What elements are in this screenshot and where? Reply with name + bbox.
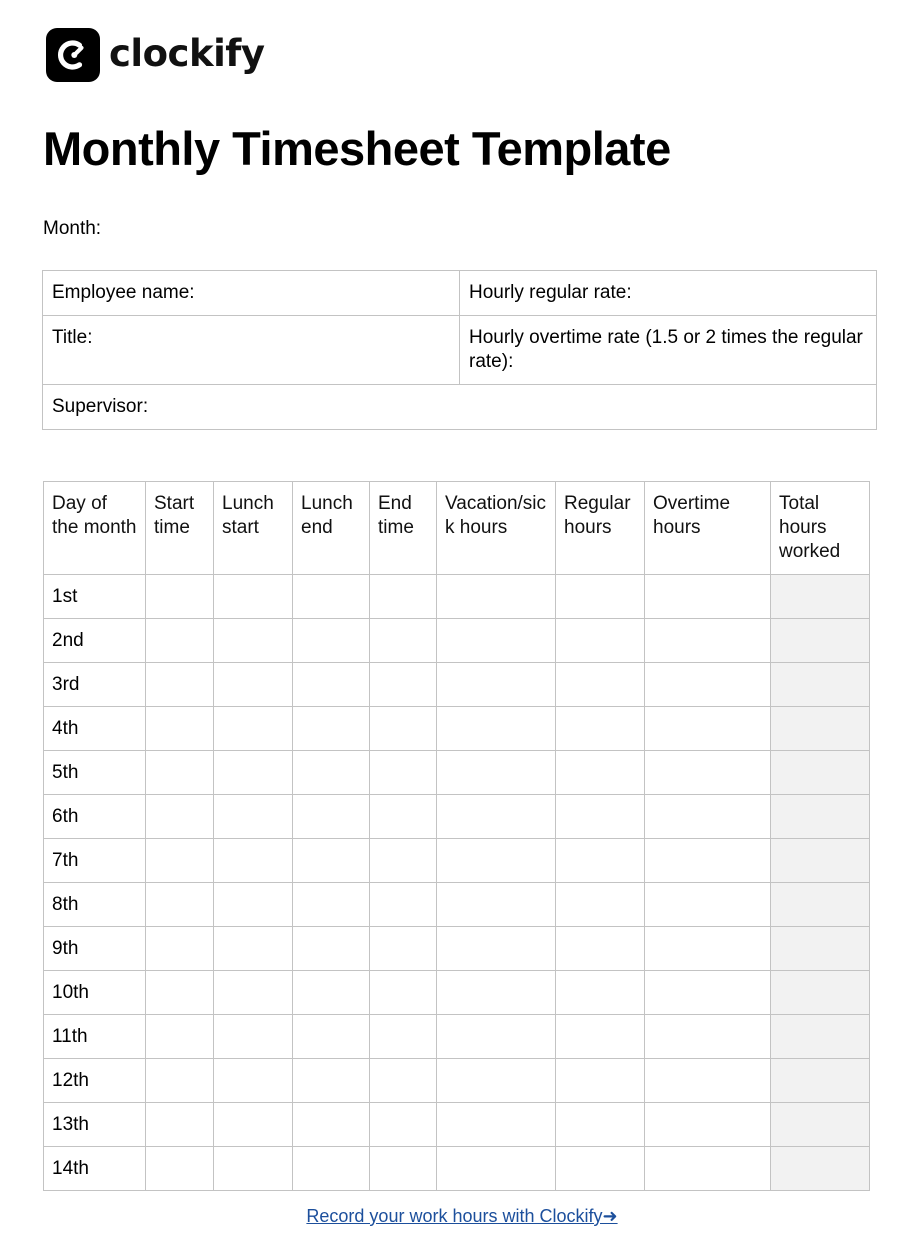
day-label: 12th [44,1059,146,1103]
overtime-hours-cell[interactable] [645,751,771,795]
day-label: 10th [44,971,146,1015]
vacation-sick-hours-cell[interactable] [437,707,556,751]
day-label: 8th [44,883,146,927]
vacation-sick-hours-cell[interactable] [437,839,556,883]
lunch-end-cell[interactable] [293,1059,370,1103]
total-hours-cell[interactable] [771,751,870,795]
vacation-sick-hours-cell[interactable] [437,1015,556,1059]
overtime-hours-cell[interactable] [645,1015,771,1059]
timesheet-table [43,481,870,1191]
start-time-cell[interactable] [146,1103,214,1147]
overtime-hours-cell[interactable] [645,619,771,663]
overtime-hours-cell[interactable] [645,1103,771,1147]
total-hours-cell[interactable] [771,883,870,927]
regular-hours-cell[interactable] [556,663,645,707]
overtime-hours-cell[interactable] [645,839,771,883]
header-lunch-end: Lunch end [293,482,370,575]
overtime-hours-cell[interactable] [645,575,771,619]
lunch-start-cell[interactable] [214,751,293,795]
lunch-end-cell[interactable] [293,619,370,663]
vacation-sick-hours-cell[interactable] [437,883,556,927]
table-row [44,795,870,839]
vacation-sick-hours-cell[interactable] [437,751,556,795]
start-time-cell[interactable] [146,1059,214,1103]
overtime-hours-cell[interactable] [645,927,771,971]
header-start-time: Start time [146,482,214,575]
regular-hours-cell[interactable] [556,575,645,619]
lunch-end-cell[interactable] [293,839,370,883]
title-field[interactable]: Title: [43,316,460,385]
lunch-end-cell[interactable] [293,1015,370,1059]
total-hours-cell[interactable] [771,663,870,707]
day-label: 1st [44,575,146,619]
total-hours-cell[interactable] [771,619,870,663]
hourly-regular-rate-field[interactable]: Hourly regular rate: [460,271,877,316]
page-title: Monthly Timesheet Template [43,122,671,175]
table-row [44,707,870,751]
start-time-cell[interactable] [146,971,214,1015]
lunch-start-cell[interactable] [214,839,293,883]
day-label: 2nd [44,619,146,663]
start-time-cell[interactable] [146,927,214,971]
employee-info-table [42,270,877,430]
end-time-cell[interactable] [370,619,437,663]
end-time-cell[interactable] [370,795,437,839]
vacation-sick-hours-cell[interactable] [437,575,556,619]
day-label: 7th [44,839,146,883]
header-overtime-hours: Overtime hours [645,482,771,575]
total-hours-cell[interactable] [771,1015,870,1059]
lunch-start-cell[interactable] [214,707,293,751]
overtime-hours-cell[interactable] [645,883,771,927]
day-label: 13th [44,1103,146,1147]
lunch-start-cell[interactable] [214,971,293,1015]
day-label: 5th [44,751,146,795]
month-label: Month: [43,218,102,239]
vacation-sick-hours-cell[interactable] [437,971,556,1015]
start-time-cell[interactable] [146,883,214,927]
vacation-sick-hours-cell[interactable] [437,1103,556,1147]
lunch-end-cell[interactable] [293,883,370,927]
regular-hours-cell[interactable] [556,971,645,1015]
clockify-logo-icon [46,28,100,82]
header-day-of-month: Day of the month [44,482,146,575]
end-time-cell[interactable] [370,751,437,795]
start-time-cell[interactable] [146,1015,214,1059]
day-label: 4th [44,707,146,751]
regular-hours-cell[interactable] [556,1103,645,1147]
lunch-end-cell[interactable] [293,1103,370,1147]
table-row [44,1103,870,1147]
lunch-start-cell[interactable] [214,1147,293,1191]
lunch-start-cell[interactable] [214,1103,293,1147]
total-hours-cell[interactable] [771,839,870,883]
vacation-sick-hours-cell[interactable] [437,927,556,971]
total-hours-cell[interactable] [771,927,870,971]
lunch-start-cell[interactable] [214,575,293,619]
total-hours-cell[interactable] [771,575,870,619]
table-row [44,751,870,795]
end-time-cell[interactable] [370,707,437,751]
vacation-sick-hours-cell[interactable] [437,1147,556,1191]
end-time-cell[interactable] [370,1059,437,1103]
end-time-cell[interactable] [370,575,437,619]
lunch-start-cell[interactable] [214,1059,293,1103]
regular-hours-cell[interactable] [556,883,645,927]
vacation-sick-hours-cell[interactable] [437,795,556,839]
start-time-cell[interactable] [146,839,214,883]
lunch-end-cell[interactable] [293,751,370,795]
table-row [44,927,870,971]
start-time-cell[interactable] [146,575,214,619]
overtime-hours-cell[interactable] [645,1059,771,1103]
info-row [43,385,877,430]
overtime-hours-cell[interactable] [645,663,771,707]
lunch-end-cell[interactable] [293,1147,370,1191]
hourly-overtime-rate-field[interactable]: Hourly overtime rate (1.5 or 2 times the regular rate): [460,316,877,385]
end-time-cell[interactable] [370,971,437,1015]
day-label: 14th [44,1147,146,1191]
lunch-end-cell[interactable] [293,707,370,751]
regular-hours-cell[interactable] [556,927,645,971]
table-row [44,575,870,619]
brand-name: clockify [109,31,265,75]
end-time-cell[interactable] [370,1015,437,1059]
vacation-sick-hours-cell[interactable] [437,619,556,663]
table-row [44,619,870,663]
table-row [44,1015,870,1059]
lunch-end-cell[interactable] [293,663,370,707]
timesheet-body [44,575,870,1191]
record-hours-link[interactable]: Record your work hours with Clockify➜ [306,1206,618,1226]
end-time-cell[interactable] [370,927,437,971]
table-row [44,839,870,883]
table-row [44,883,870,927]
total-hours-cell[interactable] [771,1147,870,1191]
day-label: 9th [44,927,146,971]
info-row [43,271,877,316]
timesheet-header-row [44,482,870,575]
lunch-start-cell[interactable] [214,927,293,971]
header-vacation-sick-hours: Vacation/sick hours [437,482,556,575]
total-hours-cell[interactable] [771,1103,870,1147]
total-hours-cell[interactable] [771,1059,870,1103]
end-time-cell[interactable] [370,663,437,707]
total-hours-cell[interactable] [771,795,870,839]
start-time-cell[interactable] [146,663,214,707]
overtime-hours-cell[interactable] [645,971,771,1015]
start-time-cell[interactable] [146,707,214,751]
regular-hours-cell[interactable] [556,1147,645,1191]
employee-name-field[interactable]: Employee name: [43,271,460,316]
start-time-cell[interactable] [146,619,214,663]
regular-hours-cell[interactable] [556,1059,645,1103]
lunch-start-cell[interactable] [214,619,293,663]
regular-hours-cell[interactable] [556,707,645,751]
overtime-hours-cell[interactable] [645,707,771,751]
day-label: 3rd [44,663,146,707]
header-total-hours-worked: Total hours worked [771,482,870,575]
lunch-end-cell[interactable] [293,927,370,971]
lunch-start-cell[interactable] [214,1015,293,1059]
start-time-cell[interactable] [146,1147,214,1191]
vacation-sick-hours-cell[interactable] [437,1059,556,1103]
footer [0,1205,924,1227]
table-row [44,1059,870,1103]
header-regular-hours: Regular hours [556,482,645,575]
regular-hours-cell[interactable] [556,795,645,839]
start-time-cell[interactable] [146,795,214,839]
header-lunch-start: Lunch start [214,482,293,575]
table-row [44,971,870,1015]
table-row [44,1147,870,1191]
table-row [44,663,870,707]
lunch-end-cell[interactable] [293,971,370,1015]
end-time-cell[interactable] [370,883,437,927]
end-time-cell[interactable] [370,1103,437,1147]
regular-hours-cell[interactable] [556,619,645,663]
vacation-sick-hours-cell[interactable] [437,663,556,707]
lunch-start-cell[interactable] [214,663,293,707]
lunch-end-cell[interactable] [293,795,370,839]
total-hours-cell[interactable] [771,707,870,751]
end-time-cell[interactable] [370,839,437,883]
regular-hours-cell[interactable] [556,751,645,795]
info-row [43,316,877,385]
lunch-end-cell[interactable] [293,575,370,619]
lunch-start-cell[interactable] [214,883,293,927]
day-label: 11th [44,1015,146,1059]
end-time-cell[interactable] [370,1147,437,1191]
header-end-time: End time [370,482,437,575]
lunch-start-cell[interactable] [214,795,293,839]
overtime-hours-cell[interactable] [645,1147,771,1191]
supervisor-field[interactable]: Supervisor: [43,385,877,430]
overtime-hours-cell[interactable] [645,795,771,839]
start-time-cell[interactable] [146,751,214,795]
regular-hours-cell[interactable] [556,839,645,883]
regular-hours-cell[interactable] [556,1015,645,1059]
total-hours-cell[interactable] [771,971,870,1015]
clockify-logo [46,28,264,82]
day-label: 6th [44,795,146,839]
